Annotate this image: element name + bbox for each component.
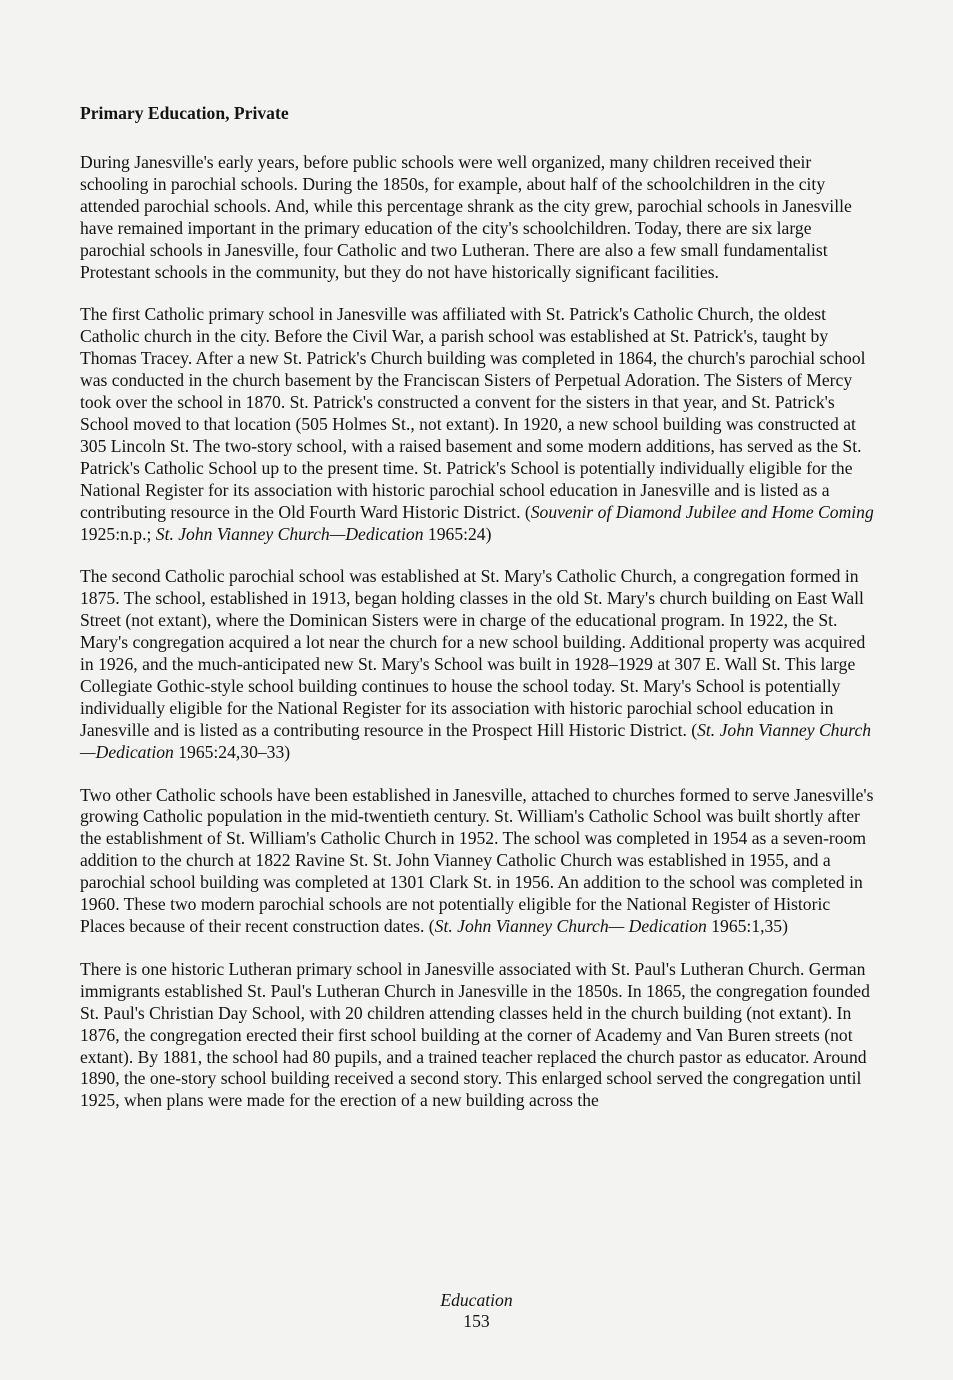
paragraph-4 [80, 785, 875, 938]
footer-section-title: Education [440, 1290, 513, 1310]
paragraph-3 [80, 566, 875, 763]
citation-title: Souvenir of Diamond Jubilee and Home Coming [530, 501, 874, 522]
citation-text: 1965:24,30–33) [173, 741, 291, 762]
paragraph-1 [80, 152, 875, 283]
section-heading: Primary Education, Private [80, 103, 289, 123]
page-number: 153 [463, 1311, 490, 1331]
paragraph-4-text: Two other Catholic schools have been established in Janesville, attached to churches formed to serve Janesville's growing Catholic population in the mid-twentieth century. St. William's Catholic School was built shortly after the establishment of St. William's Catholic Church in 1952. The school was completed in 1954 as a seven-room addition to the church at 1822 Ravine St. St. John Vianney Catholic Church was established in 1955, and a parochial school building was completed at 1301 Clark St. in 1956. An addition to the school was completed in 1960. These two modern parochial schools are not potentially eligible for the National Register of Historic Places because of their recent construction dates. ( [80, 784, 874, 936]
citation-text: 1965:1,35) [706, 916, 788, 936]
paragraph-2 [80, 304, 875, 545]
citation-text: 1965:24) [423, 523, 492, 544]
citation-text: 1925:n.p.; [80, 523, 156, 544]
citation-title: St. John Vianney Church—Dedication [80, 719, 872, 762]
paragraph-5-text: There is one historic Lutheran primary school in Janesville associated with St. Paul's Lutheran Church. German immigrants established St. Paul's Lutheran Church in Janesville in the 1850s. In 1865, the congregation founded St. Paul's Christian Day School, with 20 children attending classes held in the church building (not extant). In 1876, the congregation erected their first school building at the corner of Academy and Van Buren streets (not extant). By 1881, the school had 80 pupils, and a trained teacher replaced the church pastor as educator. Around 1890, the one-story school building received a second story. This enlarged school served the congregation until 1925, when plans were made for the erection of a new building across the [80, 958, 870, 1111]
paragraph-3-text: The second Catholic parochial school was established at St. Mary's Catholic Church, a congregation formed in 1875. The school, established in 1913, began holding classes in the old St. Mary's church building on East Wall Street (not extant), where the Dominican Sisters were in charge of the educational program. In 1922, the St. Mary's congregation acquired a lot near the church for a new school building. Additional property was acquired in 1926, and the much-anticipated new St. Mary's School was built in 1928–1929 at 307 E. Wall St. This large Collegiate Gothic-style school building continues to house the school today. St. Mary's School is potentially individually eligible for the National Register for its association with historic parochial school education in Janesville and is listed as a contributing resource in the Prospect Hill Historic District. ( [80, 566, 866, 740]
paragraph-1-text: During Janesville's early years, before public schools were well organized, many children received their schooling in parochial schools. During the 1850s, for example, about half of the schoolchildren in the city attended parochial schools. And, while this percentage shrank as the city grew, parochial schools in Janesville have remained important in the primary education of the city's schoolchildren. Today, there are six large parochial schools in Janesville, four Catholic and two Lutheran. There are also a few small fundamentalist Protestant schools in the community, but they do not have historically significant facilities. [80, 152, 852, 282]
paragraph-5 [80, 959, 875, 1112]
page-footer [0, 1290, 953, 1332]
document-body [80, 102, 875, 1133]
paragraph-2-text: The first Catholic primary school in Janesville was affiliated with St. Patrick's Catholic Church, the oldest Catholic church in the city. Before the Civil War, a parish school was established at St. Patrick's, taught by Thomas Tracey. After a new St. Patrick's Church building was completed in 1864, the church's parochial school was conducted in the church basement by the Franciscan Sisters of Perpetual Adoration. The Sisters of Mercy took over the school in 1870. St. Patrick's constructed a convent for the sisters in that year, and St. Patrick's School moved to that location (505 Holmes St., not extant). In 1920, a new school building was constructed at 305 Lincoln St. The two-story school, with a raised basement and some modern additions, has served as the St. Patrick's Catholic School up to the present time. St. Patrick's School is potentially individually eligible for the National Register for its association with historic parochial school education in Janesville and is listed as a contributing resource in the Old Fourth Ward Historic District. ( [80, 304, 866, 522]
citation-title: St. John Vianney Church—Dedication [155, 523, 424, 544]
citation-title: St. John Vianney Church— Dedication [434, 916, 707, 936]
